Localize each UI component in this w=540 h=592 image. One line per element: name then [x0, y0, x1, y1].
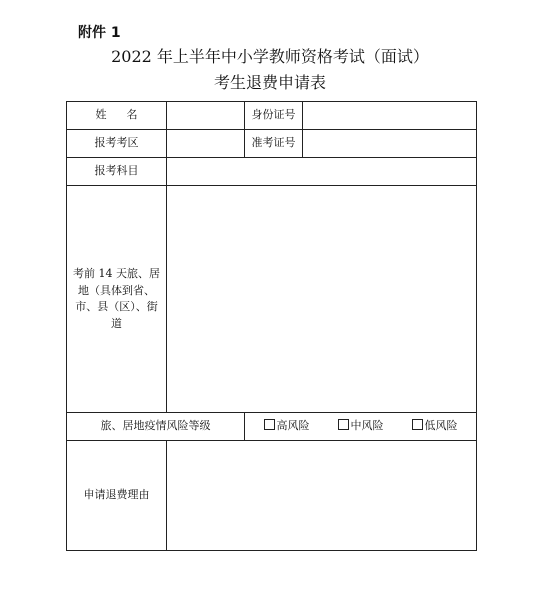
- high-risk-label: 高风险: [276, 419, 310, 433]
- admission-ticket-field[interactable]: [303, 130, 477, 158]
- medium-risk-label: 中风险: [350, 419, 384, 433]
- medium-risk-checkbox[interactable]: [338, 419, 349, 430]
- exam-subject-label: 报考科目: [67, 158, 167, 186]
- travel-history-field[interactable]: [167, 186, 477, 413]
- refund-reason-field[interactable]: [167, 441, 477, 551]
- risk-level-options: [245, 413, 477, 441]
- name-field[interactable]: [167, 102, 245, 130]
- high-risk-checkbox[interactable]: [264, 419, 275, 430]
- admission-ticket-label: 准考证号: [245, 130, 303, 158]
- form-title: 考生退费申请表: [213, 73, 326, 92]
- refund-application-form: [66, 101, 477, 551]
- id-number-label: 身份证号: [245, 102, 303, 130]
- low-risk-checkbox[interactable]: [412, 419, 423, 430]
- risk-option-medium[interactable]: [338, 418, 384, 435]
- document-title: 2022 年上半年中小学教师资格考试（面试）: [111, 47, 429, 66]
- risk-level-label: 旅、居地疫情风险等级: [67, 413, 245, 441]
- refund-reason-label: 申请退费理由: [67, 441, 167, 551]
- travel-history-label: 考前 14 天旅、居地（具体到省、市、县（区）、街道: [67, 186, 167, 413]
- risk-option-low[interactable]: [412, 418, 458, 435]
- attachment-label: 附件 1: [78, 25, 121, 41]
- exam-subject-field[interactable]: [167, 158, 477, 186]
- name-label: 姓名: [67, 102, 167, 130]
- risk-option-high[interactable]: [264, 418, 310, 435]
- low-risk-label: 低风险: [424, 419, 458, 433]
- exam-area-label: 报考考区: [67, 130, 167, 158]
- exam-area-field[interactable]: [167, 130, 245, 158]
- id-number-field[interactable]: [303, 102, 477, 130]
